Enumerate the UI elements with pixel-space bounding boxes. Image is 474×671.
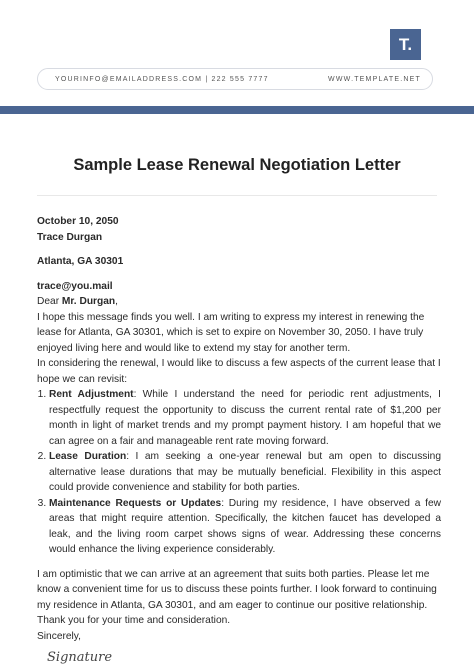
contact-info: YOURINFO@EMAILADDRESS.COM | 222 555 7777: [55, 75, 269, 83]
recipient-address: Atlanta, GA 30301: [37, 256, 124, 267]
list-item: 2. Lease Duration: I am seeking a one-year renewal but am open to discussing alternative lease durations that may be mutually beneficial. Flexibility in this aspect could provide convenience and stability for both parties.: [49, 449, 441, 496]
document-title: Sample Lease Renewal Negotiation Letter: [73, 156, 401, 174]
list-item: 3. Maintenance Requests or Updates: During my residence, I have observed a few areas that might require attention. Specifically, the kitchen faucet has developed a leak, and the living room carpet shows signs of wear. Addressing these concerns would enhance the living experience considerably.: [49, 496, 441, 558]
letter-date: October 10, 2050: [37, 216, 119, 227]
lead-in-paragraph: In considering the renewal, I would like to discuss a few aspects of the current lease that I hope we can revisit:: [37, 358, 441, 385]
thanks-line: Thank you for your time and consideration.: [37, 615, 231, 626]
brand-logo: T.: [390, 29, 421, 60]
list-item: 1. Rent Adjustment: While I understand the need for periodic rent adjustments, I respectfully request the opportunity to discuss the current rental rate of $1,200 per month in light of market trends and my prompt payment history. I am hopeful that we can agree on a fair and manageable rent rate moving forward.: [49, 387, 441, 449]
recipient-email: trace@you.mail: [37, 280, 113, 292]
header-band: [0, 106, 474, 114]
intro-paragraph: I hope this message finds you well. I am writing to express my interest in renewing the lease for Atlanta, GA 30301, which is set to expire on November 30, 2050. I have truly enjoyed living here and would like to extend my stay for another term.: [37, 311, 425, 354]
website-link[interactable]: WWW.TEMPLATE.NET: [328, 75, 421, 83]
title-divider: [37, 195, 437, 196]
signoff: Sincerely,: [37, 630, 81, 642]
recipient-name: Trace Durgan: [37, 231, 103, 243]
discussion-list: [37, 387, 441, 558]
closing-paragraph: I am optimistic that we can arrive at an agreement that suits both parties. Please let me know a convenient time for us to discuss these points further. I look forward to continuing my residence in Atlanta, GA 30301, and am eager to continue our positive relationship.: [37, 568, 437, 611]
salutation-name: Mr. Durgan: [61, 296, 116, 307]
letter-body: [37, 214, 441, 644]
salutation: Dear Mr. Durgan,: [37, 296, 118, 307]
contact-bar: [37, 68, 433, 90]
signature: Signature: [47, 650, 113, 665]
